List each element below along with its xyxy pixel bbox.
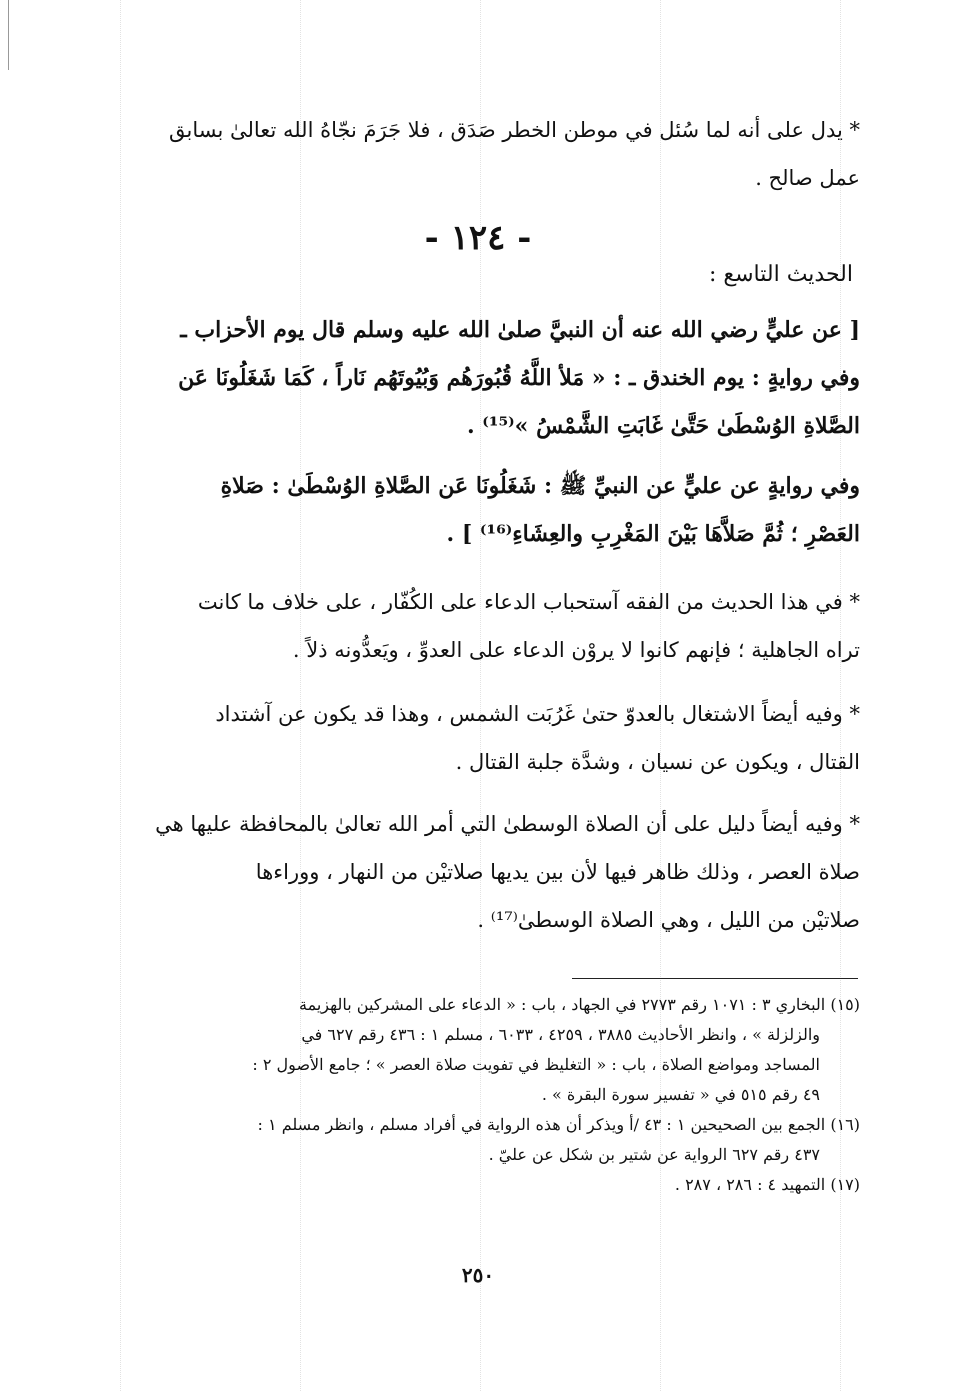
footnote-16-line-2: ٤٣٧ رقم ٦٢٧ الرواية عن شتير بن شكل عن عليّ . [488,1145,820,1164]
commentary-bullet [108,690,860,786]
bullet-1-line-1: * في هذا الحديث من الفقه آستحباب الدعاء على الكُفّار ، على خلاف ما كانت [197,590,860,614]
intro-line-2: عمل صالح . [755,166,860,190]
hadith-variant-line-1: وفي روايةٍ عن عليٍّ عن النبيِّ ﷺ : شَغَلُونَا عَن الصَّلاةِ الوُسْطَىٰ : صَلاةِ [220,473,860,499]
intro-paragraph [108,106,860,202]
scan-edge-line [8,0,9,70]
hadith-variant-line-2: العَصْرِ ؛ ثُمَّ صَلاَّهَا بَيْنَ المَغْرِبِ والعِشَاءِ⁽¹⁶⁾ ] . [446,521,860,547]
bullet-2-line-1: * وفيه أيضاً الاشتغال بالعدوّ حتىٰ غَرُبَت الشمس ، وهذا قد يكون عن آشتداد [215,702,860,726]
footnote-16-line-1: (١٦) الجمع بين الصحيحين ١ : ٤٣ /أ ويذكر أن هذه الرواية في أفراد مسلم ، وانظر مسلم ١ : [257,1115,860,1134]
footnotes [108,990,860,1200]
hadith-line-1: [ عن عليٍّ رضي الله عنه أن النبيَّ صلىٰ الله عليه وسلم قال يوم الأحزاب ـ [180,317,860,343]
commentary-bullet [108,800,860,944]
footnote-17-line-1: (١٧) التمهيد ٤ : ٢٨٦ ، ٢٨٧ . [674,1175,860,1194]
bullet-3-line-3: صلاتيْن من الليل ، وهي الصلاة الوسطىٰ⁽¹⁷⁾ . [477,908,860,932]
intro-line-1: * يدل على أنه لما سُئل في موطن الخطر صَدَق ، فلا جَرَمَ نجّاهُ الله تعالىٰ بسابق [169,118,860,142]
footnote-15-line-1: (١٥) البخاري ٣ : ١٠٧١ رقم ٢٧٧٣ في الجهاد ، باب : « الدعاء على المشركين بالهزيمة [299,995,860,1014]
footnote-15-line-3: المساجد ومواضع الصلاة ، باب : « التغليظ في تفويت صلاة العصر » ؛ جامع الأصول ٢ : [252,1055,820,1074]
bullet-1-line-2: تراه الجاهلية ؛ فإنهم كانوا لا يروْن الدعاء على العدوِّ ، ويَعدُّونه ذلاً . [292,638,860,662]
section-number: - ١٢٤ - [424,218,532,258]
commentary-bullet [108,578,860,674]
bullet-3-line-1: * وفيه أيضاً دليل على أن الصلاة الوسطىٰ التي أمر الله تعالىٰ بالمحافظة عليها هي [155,812,860,836]
footnote-15-line-4: ٤٩ رقم ٥١٥ في « تفسير سورة البقرة » . [541,1085,820,1104]
page-number: ٢٥٠ [461,1263,495,1287]
footnote-15-line-2: والزلزلة » ، وانظر الأحاديث ٣٨٨٥ ، ٤٢٥٩ ، ٦٠٣٣ ، مسلم ١ : ٤٣٦ رقم ٦٢٧ في [301,1025,820,1044]
hadith-text [108,306,860,450]
bullet-2-line-2: القتال ، ويكون عن نسيان ، وشدَّة جلبة القتال . [455,750,860,774]
bullet-3-line-2: صلاة العصر ، وذلك ظاهر فيها لأن بين يديها صلاتيْن من النهار ، ووراءها [255,860,860,884]
hadith-line-3: الصَّلاةِ الوُسْطَىٰ حَتَّىٰ غَابَتِ الشَّمْسُ »⁽¹⁵⁾ . [466,413,860,439]
hadith-variant [108,462,860,558]
hadith-line-2: وفي روايةٍ : يوم الخندق ـ : « مَلأ اللَّهُ قُبُورَهُم وَبُيُوتَهُم نَاراً ، كَمَا شَغَلُونَا عَن [178,365,860,391]
hadith-title: الحديث التاسع : [709,262,853,287]
footnote-separator [572,978,858,979]
